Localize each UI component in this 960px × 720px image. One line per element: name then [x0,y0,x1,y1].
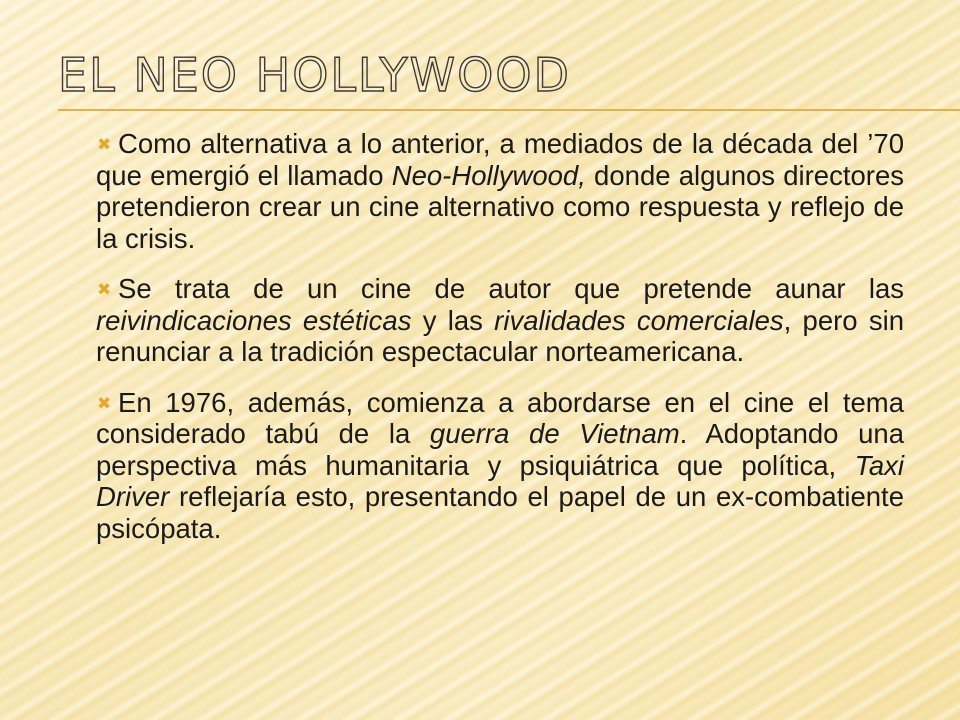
bullet-text-italic: Taxi Driver [96,449,904,512]
x-mark-icon: ✖ [97,135,112,155]
bullet-item [96,387,904,545]
bullet-item [96,273,904,368]
bullet-text-segment: , pero sin renunciar a la tradición espectacular norteamericana. [96,304,904,367]
slide-title: EL NEO HOLLYWOOD [58,48,571,102]
bullet-text-segment: En 1976, además, comienza a abordarse en el cine el tema considerado tabú de la [96,386,904,449]
bullet-list [96,128,904,563]
bullet-text-italic: guerra de Vietnam [429,418,680,449]
bullet-text-segment: reflejaría esto, presentando el papel de un ex-combatiente psicópata. [96,481,904,544]
bullet-text-italic: Neo-Hollywood, [391,159,586,191]
bullet-text-italic: reivindicaciones estéticas [96,304,412,336]
bullet-text-italic: rivalidades comerciales [494,304,784,336]
bullet-item [96,128,904,254]
title-divider [58,109,960,111]
bullet-text-segment: y las [411,304,495,336]
x-mark-icon: ✖ [97,280,112,300]
bullet-text-segment: donde algunos directores pretendieron crear un cine alternativo como respuesta y reflejo de la crisis. [96,159,904,254]
bullet-text-segment: Se trata de un cine de autor que pretende aunar las [118,273,904,304]
bullet-text-segment: Como alternativa a lo anterior, a mediados de la década del ’70 que emergió el llamado [96,128,904,191]
bullet-text-segment: . Adoptando una perspectiva más humanitaria y psiquiátrica que política, [96,418,904,481]
x-mark-icon: ✖ [97,393,112,414]
